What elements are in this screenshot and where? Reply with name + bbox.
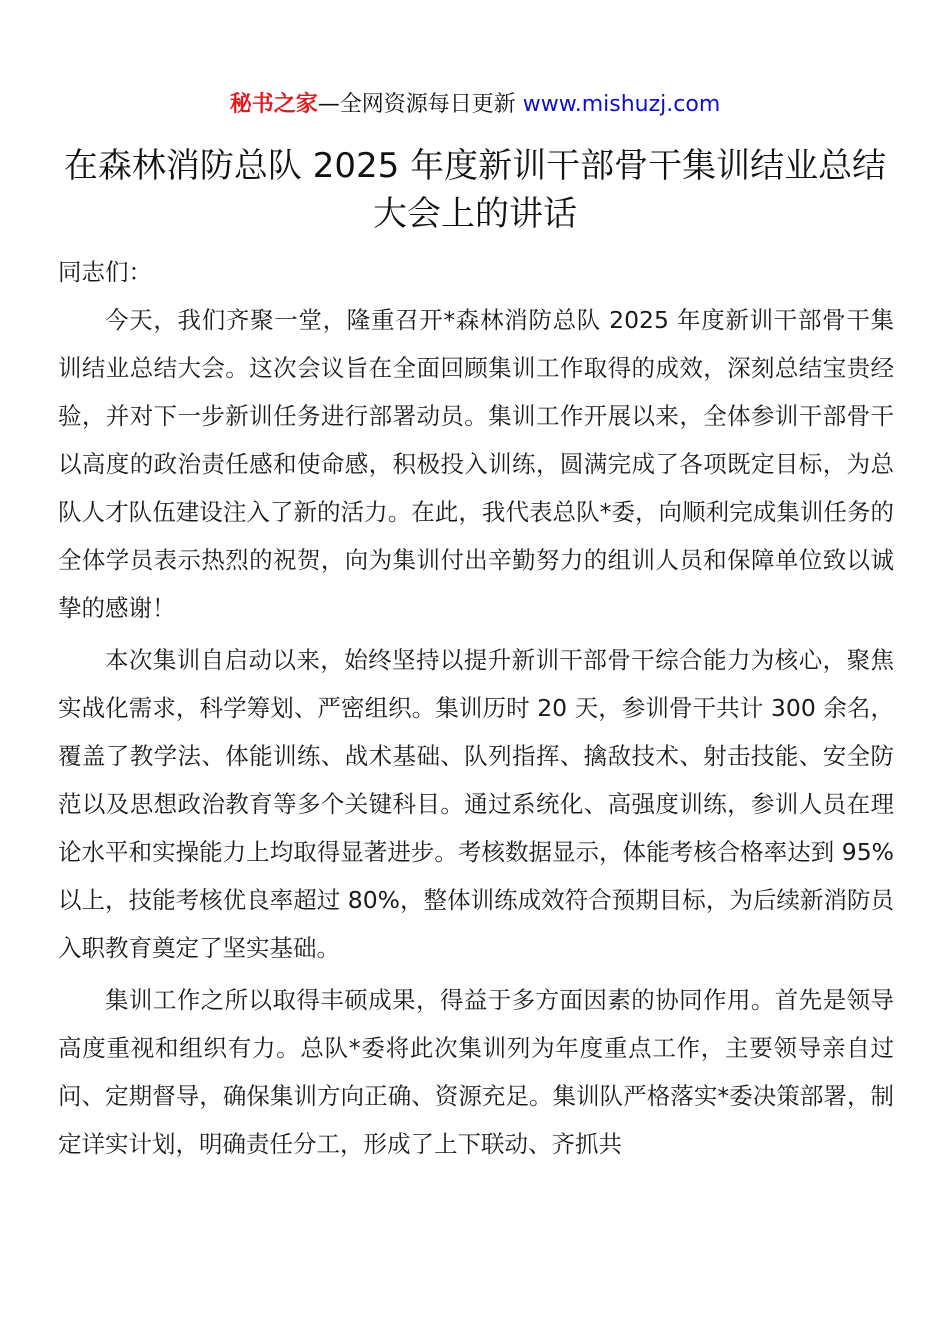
document-body [58, 248, 894, 1172]
site-banner [0, 88, 950, 122]
paragraph-2: 本次集训自启动以来，始终坚持以提升新训干部骨干综合能力为核心，聚焦实战化需求，科学筹划、严密组织。集训历时 20 天，参训骨干共计 300 余名，覆盖了教学法、体能训练、战术基础、队列指挥、擒敌技术、射击技能、安全防范以及思想政治教育等多个关键科目。通过系统化、高强度训练，参训人员在理论水平和实操能力上均取得显著进步。考核数据显示，体能考核合格率达到 95%以上，技能考核优良率超过 80%，整体训练成效符合预期目标，为后续新消防员入职教育奠定了坚实基础。 [58, 646, 894, 962]
paragraph-1: 今天，我们齐聚一堂，隆重召开*森林消防总队 2025 年度新训干部骨干集训结业总结大会。这次会议旨在全面回顾集训工作取得的成效，深刻总结宝贵经验，并对下一步新训任务进行部署动员。集训工作开展以来，全体参训干部骨干以高度的政治责任感和使命感，积极投入训练，圆满完成了各项既定目标，为总队人才队伍建设注入了新的活力。在此，我代表总队*委，向顺利完成集训任务的全体学员表示热烈的祝贺，向为集训付出辛勤努力的组训人员和保障单位致以诚挚的感谢！ [58, 306, 894, 622]
paragraph-3: 集训工作之所以取得丰硕成果，得益于多方面因素的协同作用。首先是领导高度重视和组织有力。总队*委将此次集训列为年度重点工作，主要领导亲自过问、定期督导，确保集训方向正确、资源充足。集训队严格落实*委决策部署，制定详实计划，明确责任分工，形成了上下联动、齐抓共 [58, 986, 894, 1158]
document-title: 在森林消防总队 2025 年度新训干部骨干集训结业总结大会上的讲话 [63, 146, 887, 234]
brand-name: 秘书之家 [229, 92, 318, 117]
salutation: 同志们： [58, 258, 152, 286]
site-url-link[interactable]: www.mishuzj.com [522, 92, 721, 117]
banner-slogan: —全网资源每日更新 [317, 92, 523, 117]
